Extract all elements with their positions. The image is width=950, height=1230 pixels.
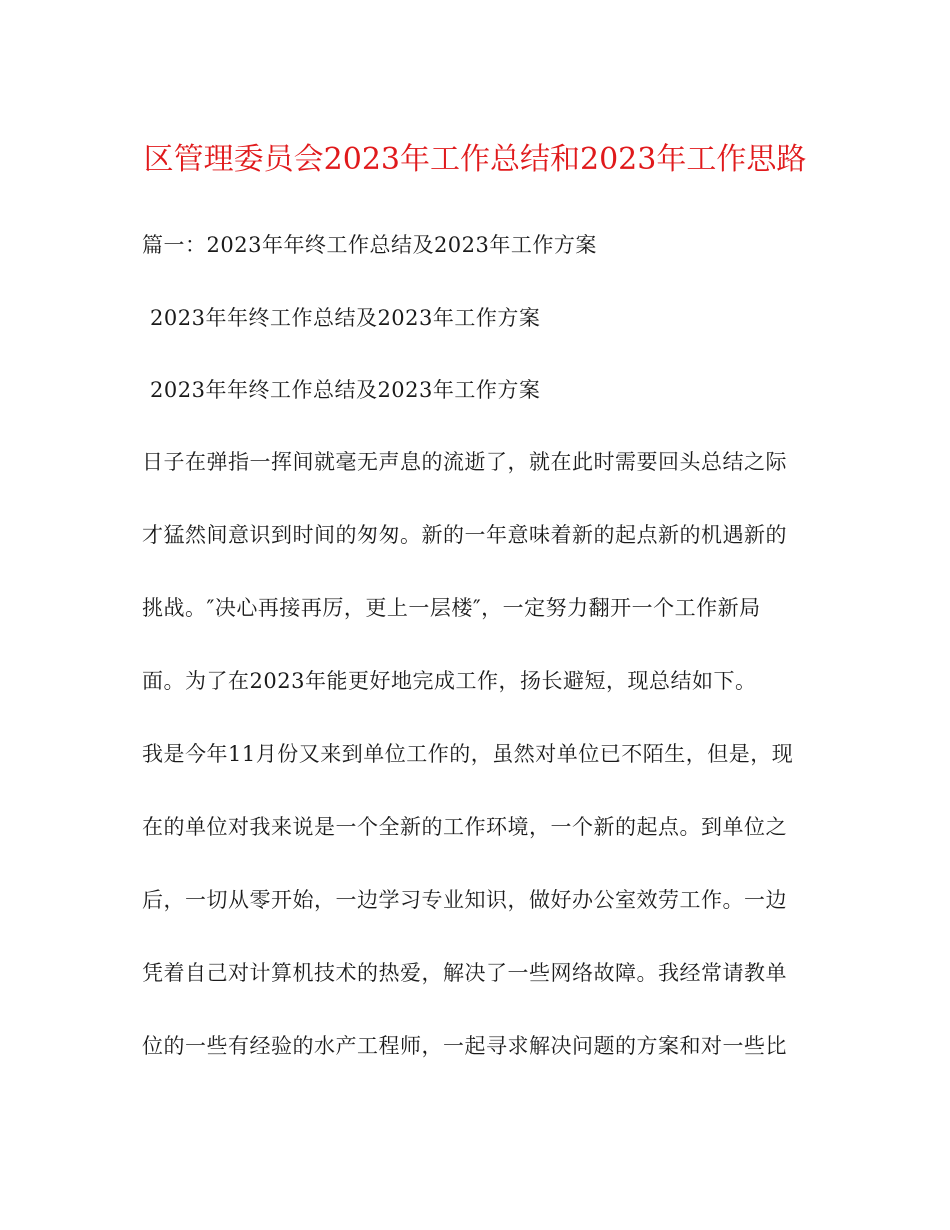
paragraph-line: 后，一切从零开始，一边学习专业知识，做好办公室效劳工作。一边 [142,888,787,912]
paragraph-line: 我是今年11月份又来到单位工作的，虽然对单位已不陌生，但是，现 [142,742,794,766]
paragraph-line: 挑战。″决心再接再厉，更上一层楼″，一定努力翻开一个工作新局 [142,596,761,620]
paragraph-line: 位的一些有经验的水产工程师，一起寻求解决问题的方案和对一些比 [142,1034,787,1058]
subheading-line: 2023年年终工作总结及2023年工作方案 [150,306,541,330]
paragraph-line: 凭着自己对计算机技术的热爱，解决了一些网络故障。我经常请教单 [142,961,787,985]
paragraph-line: 才猛然间意识到时间的匆匆。新的一年意味着新的起点新的机遇新的 [142,523,787,547]
document-title: 区管理委员会2023年工作总结和2023年工作思路 [143,142,807,177]
subheading-line: 2023年年终工作总结及2023年工作方案 [150,378,541,402]
paragraph-line: 面。为了在2023年能更好地完成工作，扬长避短，现总结如下。 [142,669,757,693]
paragraph-line: 日子在弹指一挥间就毫无声息的流逝了，就在此时需要回头总结之际 [142,450,787,474]
section-heading: 篇一：2023年年终工作总结及2023年工作方案 [142,233,597,257]
paragraph-line: 在的单位对我来说是一个全新的工作环境，一个新的起点。到单位之 [142,815,787,839]
